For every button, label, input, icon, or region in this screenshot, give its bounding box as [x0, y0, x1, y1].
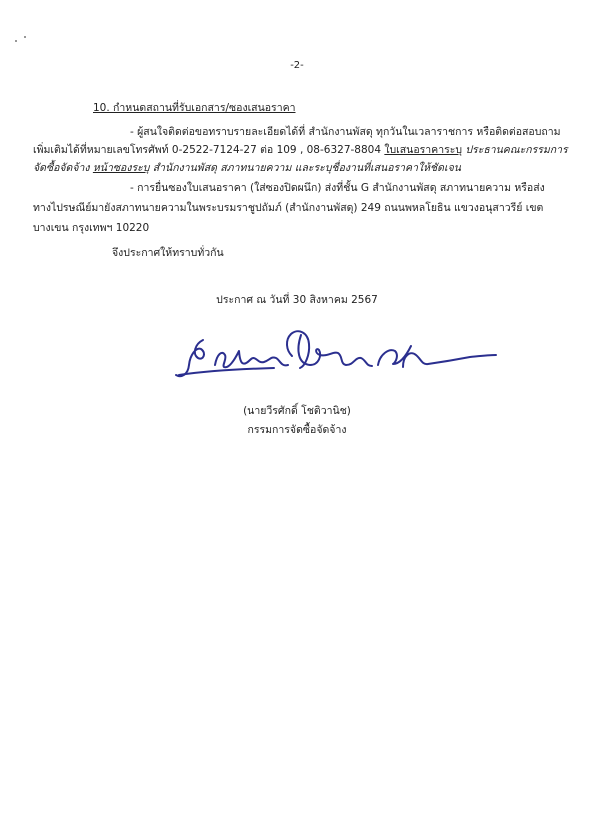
- paragraph1-line2-prefix: เพิ่มเติมได้ที่หมายเลขโทรศัพท์ 0-2522-7124-27 ต่อ 109 , 08-6327-8804: [33, 144, 385, 156]
- scan-speck: [15, 40, 17, 42]
- paragraph1-line1: - ผู้สนใจติดต่อขอทราบรายละเอียดได้ที่ สำนักงานพัสดุ ทุกวันในเวลาราชการ หรือติดต่อสอบถาม: [130, 126, 561, 138]
- paragraph1-line2-italic: ประธานคณะกรรมการ: [462, 144, 568, 156]
- paragraph2-line3: บางเขน กรุงเทพฯ 10220: [33, 222, 150, 234]
- paragraph1-envelope-label: หน้าซองระบุ: [92, 162, 150, 174]
- scan-speck: [24, 36, 26, 38]
- paragraph2-line2: ทางไปรษณีย์มายังสภาทนายความในพระบรมราชูปถัมภ์ (สำนักงานพัสดุ) 249 ถนนพหลโยธิน แขวงอนุสาวรีย์ เขต: [33, 202, 544, 214]
- paragraph1-quote-label: ใบเสนอราคาระบุ: [384, 144, 463, 156]
- paragraph1-line3-start: จัดซื้อจัดจ้าง: [33, 162, 93, 174]
- paragraph1-line2: [33, 143, 568, 157]
- signer-title: กรรมการจัดซื้อจัดจ้าง: [247, 424, 347, 436]
- signature-image: [170, 320, 500, 390]
- signer-name: (นายวีรศักดิ์ โชติวานิช): [243, 405, 351, 417]
- announcement-date: ประกาศ ณ วันที่ 30 สิงหาคม 2567: [216, 294, 378, 306]
- paragraph1-line3-end: สำนักงานพัสดุ สภาทนายความ และระบุชื่องานที่เสนอราคาให้ชัดเจน: [149, 162, 461, 174]
- paragraph1-line3: [33, 161, 461, 175]
- page-number: -2-: [290, 60, 304, 71]
- section-heading: 10. กำหนดสถานที่รับเอกสาร/ซองเสนอราคา: [93, 102, 296, 114]
- paragraph2-line1: - การยื่นซองใบเสนอราคา (ใส่ซองปิดผนึก) ส่งที่ชั้น G สำนักงานพัสดุ สภาทนายความ หรือส่ง: [130, 182, 545, 194]
- closing-statement: จึงประกาศให้ทราบทั่วกัน: [112, 247, 224, 259]
